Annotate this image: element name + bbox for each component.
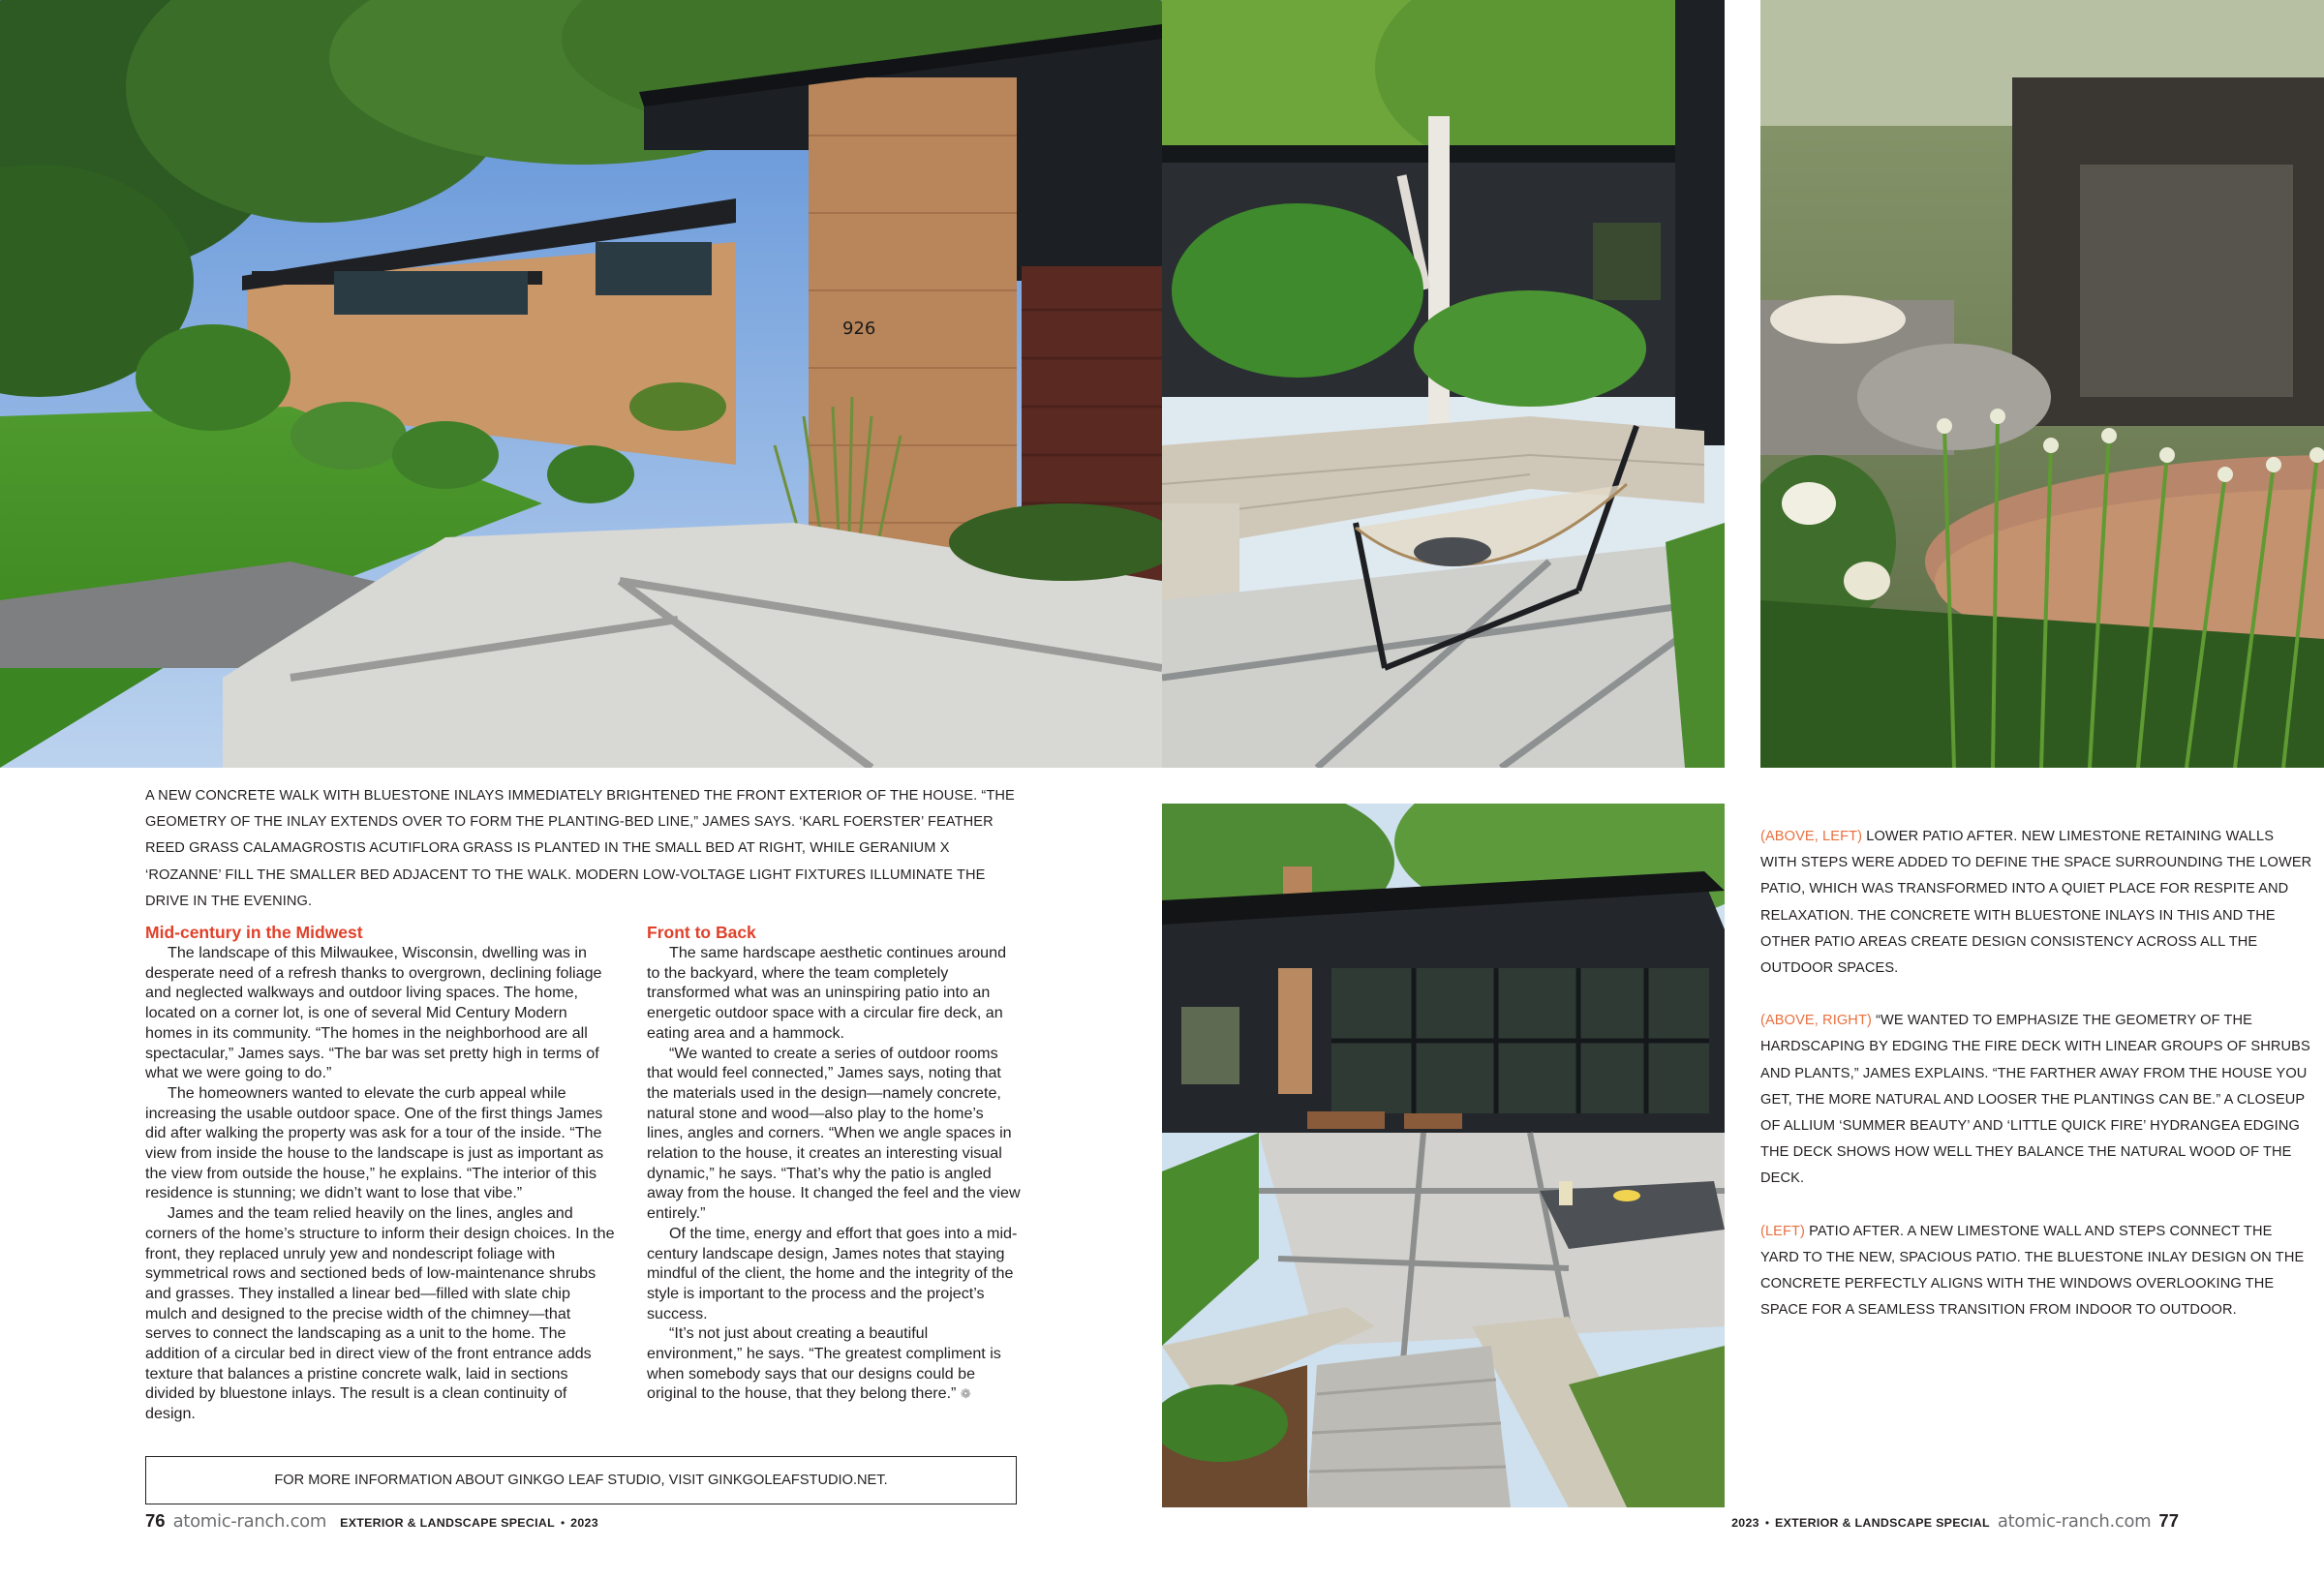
paragraph: The homeowners wanted to elevate the curb appeal while increasing the usable outdoor space. One of the first things James did after walking the property was ask for a tour of the inside. “The view from inside the house to the landscape is just as important as the view from outside the house,” he explains. “The interior of this residence is stunning; we didn’t want to lose that vibe.” xyxy=(145,1083,604,1202)
page-number: 76 xyxy=(145,1510,166,1531)
issue-year: 2023 xyxy=(570,1516,598,1530)
paragraph: “It’s not just about creating a beautiful environment,” he says. “The greatest compliment is when somebody says that our designs could be original to the house, that they belong there.” ❁ xyxy=(647,1324,1001,1403)
address-number: 926 xyxy=(842,319,876,339)
paragraph: The landscape of this Milwaukee, Wisconsin, dwelling was in desperate need of a refresh thanks to overgrown, declining foliage and neglected walkways and outdoor living spaces. The home, located on a corner lot, is one of several Mid Century Modern homes in its community. “The homes in the neighborhood are all spectacular,” James says. “The bar was set pretty high in terms of what we were going to do.” xyxy=(145,944,602,1082)
front-exterior-photo xyxy=(0,0,1162,768)
site-name: atomic-ranch.com xyxy=(1997,1511,2152,1532)
section-heading-front-to-back: Front to Back xyxy=(647,923,756,942)
fire-deck-closeup-photo xyxy=(1760,0,2324,768)
caption-left: (LEFT) PATIO AFTER. A NEW LIMESTONE WALL AND STEPS CONNECT THE YARD TO THE NEW, SPACIOUS PATIO. THE BLUESTONE INLAY DESIGN ON THE CONCRETE PERFECTLY ALIGNS WITH THE WINDOWS OVERLOOKING THE SPACE FOR A SEAMLESS TRANSITION FROM INDOOR TO OUTDOOR. xyxy=(1760,1223,2305,1319)
caption-above-left: (ABOVE, LEFT) LOWER PATIO AFTER. NEW LIMESTONE RETAINING WALLS WITH STEPS WERE ADDED TO DEFINE THE SPACE SURROUNDING THE LOWER PATIO, WHICH WAS TRANSFORMED INTO A QUIET PLACE FOR RESPITE AND RELAXATION. THE CONCRETE WITH BLUESTONE INLAYS IN THIS AND THE OTHER PATIO AREAS CREATE DESIGN CONSISTENCY ACROSS ALL THE OUTDOOR SPACES. xyxy=(1760,829,2312,977)
lower-patio-photo xyxy=(1162,0,1725,768)
paragraph: James and the team relied heavily on the lines, angles and corners of the home’s structure to inform their design choices. In the front, they replaced unruly yew and nondescript foliage with symmetrical rows and sectioned beds of low-maintenance shrubs and grasses. They installed a linear bed—filled with slate chip mulch and designed to the precise width of the chimney—that serves to connect the landscaping as a unit to the home. The addition of a circular bed in direct view of the front entrance adds texture that balances a pristine concrete walk, laid in sections divided by bluestone inlays. The result is a clean continuity of design. xyxy=(145,1204,615,1423)
end-mark-icon: ❁ xyxy=(960,1386,971,1402)
side-captions xyxy=(1760,824,2312,1350)
more-info-box xyxy=(145,1456,1017,1504)
front-photo-caption: A NEW CONCRETE WALK WITH BLUESTONE INLAYS IMMEDIATELY BRIGHTENED THE FRONT EXTERIOR OF THE HOUSE. “THE GEOMETRY OF THE INLAY EXTENDS OVER TO FORM THE PLANTING-BED LINE,” JAMES SAYS. ‘KARL FOERSTER’ FEATHER REED GRASS CALAMAGROSTIS ACUTIFLORA GRASS IS PLANTED IN THE SMALL BED AT RIGHT, WHILE GERANIUM X ‘ROZANNE’ FILL THE SMALLER BED ADJACENT TO THE WALK. MODERN LOW-VOLTAGE LIGHT FIXTURES ILLUMINATE THE DRIVE IN THE EVENING. xyxy=(145,788,1015,909)
folio-right xyxy=(1731,1510,2179,1534)
page-number: 77 xyxy=(2158,1510,2179,1531)
section-heading-midcentury: Mid-century in the Midwest xyxy=(145,923,363,942)
section-name: EXTERIOR & LANDSCAPE SPECIAL xyxy=(340,1516,555,1530)
paragraph: The same hardscape aesthetic continues around to the backyard, where the team completely transformed what was an uninspiring patio into an energetic outdoor space with a circular fire deck, an eating area and a hammock. xyxy=(647,944,1007,1042)
site-name: atomic-ranch.com xyxy=(172,1511,327,1532)
patio-after-photo xyxy=(1162,804,1725,1507)
article-column-1 xyxy=(145,923,615,1424)
more-info-text: FOR MORE INFORMATION ABOUT GINKGO LEAF STUDIO, VISIT GINKGOLEAFSTUDIO.NET. xyxy=(274,1473,888,1488)
section-name: EXTERIOR & LANDSCAPE SPECIAL xyxy=(1775,1516,1990,1530)
bullet-separator: • xyxy=(1764,1516,1770,1530)
paragraph: Of the time, energy and effort that goes into a mid-century landscape design, James notes that staying mindful of the client, the home and the integrity of the style is important to the process and the project’s success. xyxy=(647,1224,1018,1322)
bullet-separator: • xyxy=(560,1516,566,1530)
article-column-2 xyxy=(647,923,1023,1405)
folio-left xyxy=(145,1510,598,1534)
paragraph: “We wanted to create a series of outdoor rooms that would feel connected,” James says, noting that the materials used in the design—namely concrete, natural stone and wood—also play to the home’s lines, angles and corners. “When we angle spaces in relation to the house, it creates an interesting visual dynamic,” he says. “That’s why the patio is angled away from the house. It changed the feel and the view entirely.” xyxy=(647,1044,1021,1223)
caption-above-right: (ABOVE, RIGHT) “WE WANTED TO EMPHASIZE THE GEOMETRY OF THE HARDSCAPING BY EDGING THE FIRE DECK WITH LINEAR GROUPS OF SHRUBS AND PLANTS,” JAMES EXPLAINS. “THE FARTHER AWAY FROM THE HOUSE YOU GET, THE MORE NATURAL AND LOOSER THE PLANTINGS CAN BE.” A CLOSEUP OF ALLIUM ‘SUMMER BEAUTY’ AND ‘LITTLE QUICK FIRE’ HYDRANGEA EDGING THE DECK SHOWS HOW WELL THEY BALANCE THE NATURAL WOOD OF THE DECK. xyxy=(1760,1013,2310,1187)
issue-year: 2023 xyxy=(1731,1516,1759,1530)
